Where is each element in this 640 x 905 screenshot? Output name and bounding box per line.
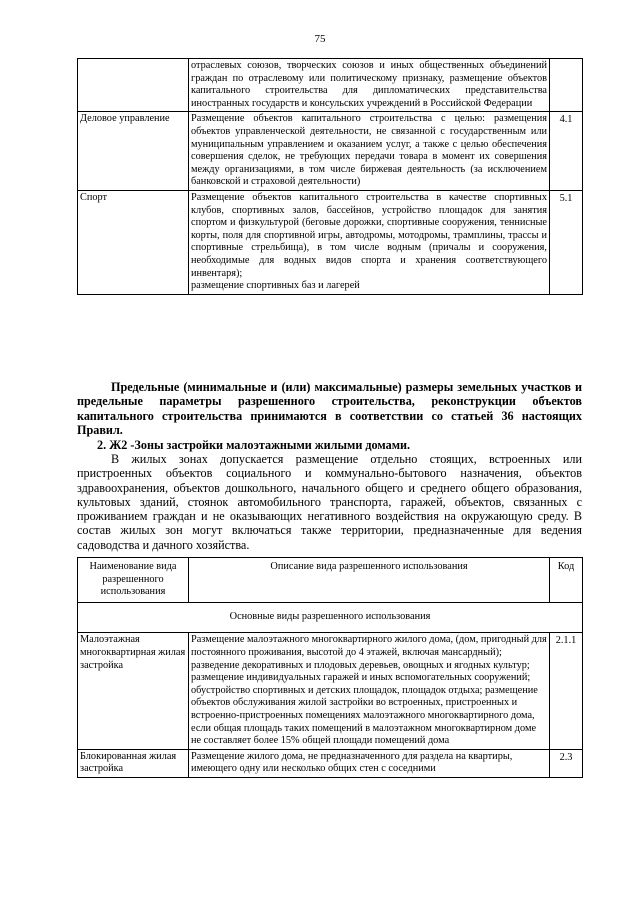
use-description-cell xyxy=(189,633,550,749)
zone-zh2-land-use-table xyxy=(77,557,583,778)
zone-description-paragraph: В жилых зонах допускается размещение отдельно стоящих, встроенных или пристроенных объектов социального и коммунально-бытового назначения, объектов здравоохранения, объектов дошкольного, начального общего и среднего общего образования, культовых зданий, стоянок автомобильного транспорта, гаражей, объектов, связанных с проживанием граждан и не оказывающих негативного воздействия на окружающую среду. В состав жилых зон могут включаться также территории, предназначенные для ведения садоводства и дачного хозяйства. xyxy=(77,452,582,552)
use-description-cell xyxy=(189,190,550,294)
use-description-cell: отраслевых союзов, творческих союзов и иных общественных объединений граждан по отраслевому или политическому признаку, размещение объектов капитального строительства для дипломатических представительства иностранных государств и консульских учреждений в Российской Федерации xyxy=(189,59,550,112)
use-name-cell: Блокированная жилая застройка xyxy=(78,749,189,777)
table-row xyxy=(78,59,583,112)
description-paragraph: Размещение малоэтажного многоквартирного жилого дома, (дом, пригодный для постоянного проживания, высотой до 4 этажей, включая мансардный); xyxy=(191,634,547,658)
header-use-name: Наименование вида разрешенного использования xyxy=(78,558,189,603)
use-code-cell: 5.1 xyxy=(550,190,583,294)
land-use-table-continued xyxy=(77,58,583,295)
use-code-cell: 2.1.1 xyxy=(550,633,583,749)
table-row xyxy=(78,190,583,294)
section-title: Основные виды разрешенного использования xyxy=(78,602,583,633)
header-use-code: Код xyxy=(550,558,583,603)
use-name-cell xyxy=(78,59,189,112)
zone-heading: 2. Ж2 -Зоны застройки малоэтажными жилыми домами. xyxy=(97,438,411,452)
use-name-cell: Деловое управление xyxy=(78,112,189,191)
section-row xyxy=(78,602,583,633)
use-code-cell: 4.1 xyxy=(550,112,583,191)
limits-paragraph: Предельные (минимальные и (или) максимальные) размеры земельных участков и предельные параметры разрешенного строительства, реконструкции объектов капитального строительства принимаются в соответствии со статьей 36 настоящих Правил. xyxy=(77,380,582,437)
description-paragraph: разведение декоративных и плодовых деревьев, овощных и ягодных культур; размещение индивидуальных гаражей и иных вспомогательных сооружений; обустройство спортивных и детских площадок, площадок отдыха; размещение объектов обслуживания жилой застройки во встроенных, пристроенных и встроенно-пристроенных помещениях малоэтажного многоквартирного дома, если общая площадь таких помещений в малоэтажном многоквартирном доме не составляет более 15% общей площади помещений дома xyxy=(191,659,538,747)
table-row xyxy=(78,633,583,749)
page-number: 75 xyxy=(314,33,326,45)
use-description-cell: Размещение жилого дома, не предназначенного для раздела на квартиры, имеющего одну или несколько общих стен с соседними xyxy=(189,749,550,777)
description-paragraph: Размещение объектов капитального строительства в качестве спортивных клубов, спортивных залов, бассейнов, устройство площадок для занятия спортом и физкультурой (беговые дорожки, спортивные сооружения, теннисные корты, поля для спортивной игры, автодромы, мотодромы, трамплины, трассы и спортивные стрельбища), в том числе водным (причалы и сооружения, необходимые для водных видов спорта и хранения соответствующего инвентаря); xyxy=(191,191,547,279)
use-description-cell: Размещение объектов капитального строительства с целью: размещения объектов управленческой деятельности, не связанной с государственным или муниципальным управлением и оказанием услуг, а также с целью обеспечения совершения сделок, не требующих передачи товара в момент их совершения между организациями, в том числе биржевая деятельность (за исключением банковской и страховой деятельности) xyxy=(189,112,550,191)
table-row xyxy=(78,749,583,777)
table-header-row xyxy=(78,558,583,603)
description-paragraph: размещение спортивных баз и лагерей xyxy=(191,280,360,292)
use-name-cell: Спорт xyxy=(78,190,189,294)
table-row xyxy=(78,112,583,191)
use-code-cell: 2.3 xyxy=(550,749,583,777)
use-code-cell xyxy=(550,59,583,112)
header-use-description: Описание вида разрешенного использования xyxy=(189,558,550,603)
use-name-cell: Малоэтажная многоквартирная жилая застройка xyxy=(78,633,189,749)
